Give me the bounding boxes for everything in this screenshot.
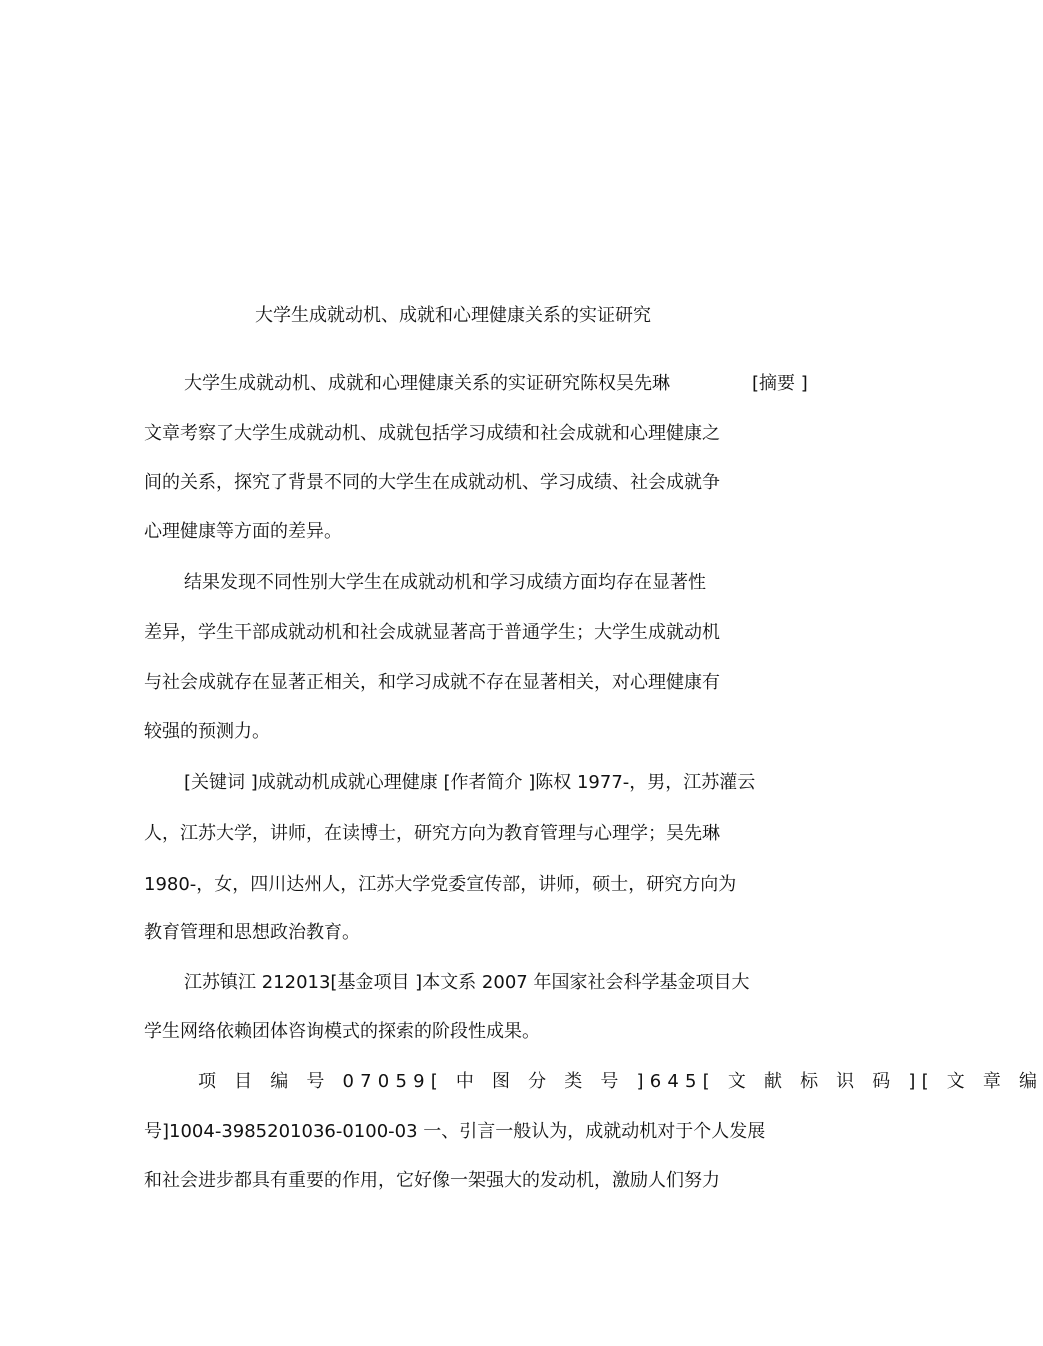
paragraph-line: 学生网络依赖团体咨询模式的探索的阶段性成果。 [144, 1021, 540, 1042]
paragraph-line: 和社会进步都具有重要的作用，它好像一架强大的发动机，激励人们努力 [144, 1170, 720, 1191]
abstract-label: [摘要 ] [752, 373, 808, 394]
document-title: 大学生成就动机、成就和心理健康关系的实证研究 [255, 305, 651, 326]
paragraph-line: 文章考察了大学生成就动机、成就包括学习成绩和社会成就和心理健康之 [144, 423, 720, 444]
paragraph-line: 较强的预测力。 [144, 721, 270, 742]
paragraph-line: 结果发现不同性别大学生在成就动机和学习成绩方面均存在显著性 [184, 572, 706, 593]
paragraph-line: 间的关系，探究了背景不同的大学生在成就动机、学习成绩、社会成就争 [144, 472, 720, 493]
paragraph-line: 与社会成就存在显著正相关，和学习成就不存在显著相关，对心理健康有 [144, 672, 720, 693]
paragraph-line: 人，江苏大学，讲师，在读博士，研究方向为教育管理与心理学；吴先琳 [144, 823, 720, 844]
paragraph-line: 号]1004-3985201036-0100-03 一、引言一般认为，成就动机对于个人发展 [144, 1121, 766, 1142]
paragraph-line: 教育管理和思想政治教育。 [144, 922, 360, 943]
paragraph-line: 大学生成就动机、成就和心理健康关系的实证研究陈权吴先琳 [184, 373, 670, 394]
paragraph-line: [关键词 ]成就动机成就心理健康 [作者简介 ]陈权 1977-，男，江苏灌云 [184, 772, 756, 793]
paragraph-line: 项 目 编 号 07059[ 中 图 分 类 号 ]645[ 文 献 标 识 码 ][ 文 章 编 [198, 1071, 1043, 1092]
paragraph-line: 江苏镇江 212013[基金项目 ]本文系 2007 年国家社会科学基金项目大 [184, 972, 750, 993]
paragraph-line: 1980-，女，四川达州人，江苏大学党委宣传部，讲师，硕士，研究方向为 [144, 874, 737, 895]
paragraph-line: 心理健康等方面的差异。 [144, 521, 342, 542]
paragraph-line: 差异，学生干部成就动机和社会成就显著高于普通学生；大学生成就动机 [144, 622, 720, 643]
